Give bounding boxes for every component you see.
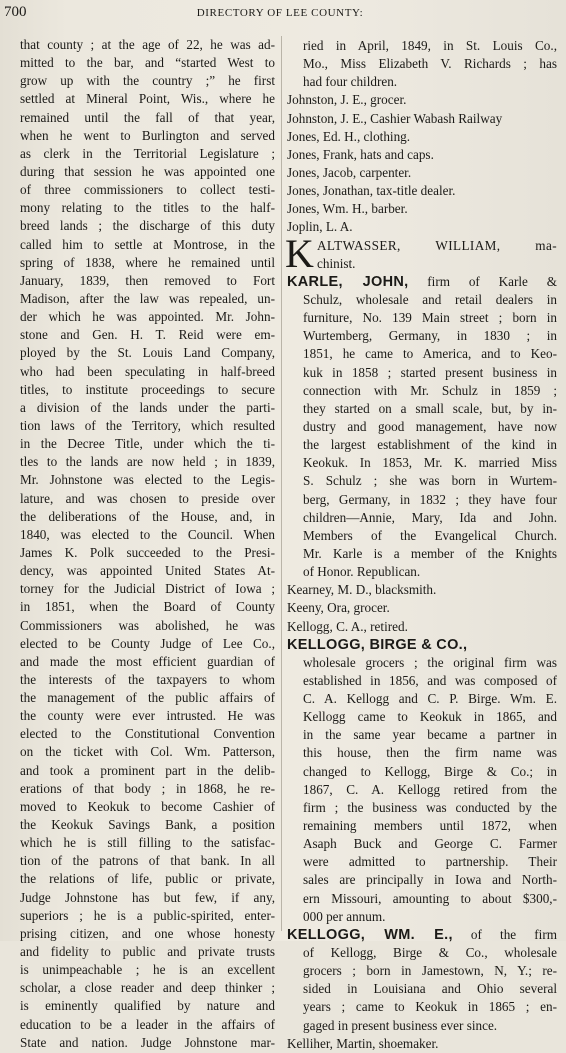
- directory-entries-k2: [287, 1035, 557, 1053]
- text-line: erations of that body ; in 1868, he re-: [20, 780, 275, 796]
- text-line: of three commissioners to collect testi-: [20, 182, 275, 198]
- text-line: settled at Mineral Point, Wis., where he: [20, 91, 275, 107]
- text-line: 1867, C. A. Kellogg retired from the: [303, 781, 557, 797]
- text-line: Madison, after the law was repealed, un-: [20, 290, 275, 306]
- entry-text: ALTWASSER, WILLIAM, ma-: [317, 237, 557, 253]
- text-line: of Honor. Republican.: [303, 564, 421, 580]
- text-line: sales are principally in Iowa and North-: [303, 872, 557, 888]
- text-line: who had been speculating in half-breed: [20, 363, 275, 379]
- text-line: the relations of life, public or private,: [20, 871, 275, 887]
- text-line: when he went to Burlington and served: [20, 127, 275, 143]
- text-line: is eminently qualified by nature and: [20, 998, 275, 1014]
- running-head: DIRECTORY OF LEE COUNTY:: [196, 7, 364, 19]
- text-line: that county ; at the age of 22, he was ad-: [20, 37, 275, 52]
- entry-name: KELLOGG, WM. E.,: [287, 926, 453, 943]
- text-line: this house, then the firm name was: [303, 745, 557, 761]
- text-line: and took a prominent part in the delib-: [20, 762, 275, 778]
- text-line: Kellogg came to Keokuk in 1865, and: [303, 709, 557, 725]
- text-line: 1851, he came to America, and to Keo-: [303, 346, 557, 362]
- text-line: as clerk in the Territorial Legislature ;: [20, 145, 275, 161]
- entry-name: KELLOGG, BIRGE & CO.,: [287, 636, 468, 653]
- directory-entry: Joplin, L. A.: [287, 219, 353, 235]
- johnstone-continuation: [287, 37, 557, 91]
- text-line: elected to be County Judge of Lee Co.,: [20, 635, 275, 651]
- text-line: education to be a leader in the affairs of: [20, 1016, 275, 1032]
- text-line: in 1851, when the Board of County: [20, 599, 275, 615]
- text-line: remaining members until 1872, when: [303, 818, 557, 834]
- text-line: grow up with the country ;” he first: [20, 73, 275, 89]
- entry-headline: [287, 926, 557, 944]
- entry-text: firm of Karle &: [427, 273, 557, 289]
- text-line: ployed by the St. Louis Land Company,: [20, 345, 275, 361]
- text-line: S. Schulz ; she was born in Wurtem-: [303, 473, 557, 489]
- text-line: furniture, No. 139 Main street ; born in: [303, 310, 557, 326]
- text-line: lature, and was chosen to preside over: [20, 490, 275, 506]
- entry-kaltwasser: [285, 230, 557, 276]
- text-line: in the Decree Title, under which the ti-: [20, 436, 275, 452]
- text-line: prising citizen, and one whose honesty: [20, 925, 275, 941]
- directory-entry: Jones, Jonathan, tax-title dealer.: [287, 183, 456, 199]
- directory-entries-k: [287, 581, 557, 635]
- text-line: State and nation. Judge Johnstone mar-: [20, 1034, 275, 1050]
- entry-name: KARLE, JOHN,: [287, 273, 409, 290]
- directory-entry: Kearney, M. D., blacksmith.: [287, 582, 437, 598]
- text-line: mitted to the bar, and “started West to: [20, 55, 275, 71]
- entry-kellogg-birge: [287, 636, 557, 926]
- text-line: Schulz, wholesale and retail dealers in: [303, 291, 557, 307]
- text-line: Keokuk. In 1853, Mr. K. married Miss: [303, 455, 557, 471]
- text-line: Commissioners was abolished, he was: [20, 617, 275, 633]
- directory-entry: Kellogg, C. A., retired.: [287, 618, 408, 634]
- text-line: the deliberations of the House, and, in: [20, 508, 275, 524]
- text-line: tion laws of the Territory, which resulted: [20, 417, 275, 433]
- text-line: connection with Mr. Schulz in 1859 ;: [303, 382, 557, 398]
- entry-body: [287, 291, 557, 581]
- text-line: James K. Polk succeeded to the Presi-: [20, 544, 275, 560]
- text-line: 000 per annum.: [303, 908, 386, 924]
- entry-text: of the firm: [470, 926, 557, 942]
- text-line: a division of the lands under the parti-: [20, 399, 275, 415]
- page-header: [4, 4, 556, 26]
- text-line: years ; came to Keokuk in 1865 ; en-: [303, 999, 557, 1015]
- text-line: moved to Keokuk to become Cashier of: [20, 798, 275, 814]
- text-line: the interests of the taxpayers to whom: [20, 671, 275, 687]
- text-line: they started on a small scale, but, by in-: [303, 400, 557, 416]
- text-line: the Keokuk Savings Bank, a position: [20, 817, 275, 833]
- directory-entry: Keeny, Ora, grocer.: [287, 600, 390, 616]
- text-line: tles to the lands are now held ; in 1839,: [20, 454, 275, 470]
- text-line: dency, was appointed United States At-: [20, 563, 275, 579]
- text-line: dustry and good management, have now: [303, 418, 557, 434]
- text-line: tion of the patrons of that bank. In all: [20, 853, 275, 869]
- left-column: [20, 36, 275, 1052]
- entry-karle-john: [287, 273, 557, 581]
- text-line: 1840, was elected to the Council. When: [20, 526, 275, 542]
- text-line: mony relating to the titles to the half-: [20, 200, 275, 216]
- directory-entry: Jones, Wm. H., barber.: [287, 201, 408, 217]
- text-line: C. A. Kellogg and C. P. Birge. Wm. E.: [303, 691, 557, 707]
- text-line: the largest establishment of the kind in: [303, 437, 557, 453]
- text-line: elected to the Constitutional Convention: [20, 726, 275, 742]
- text-line: January, 1839, then removed to Fort: [20, 272, 275, 288]
- directory-entry: Jones, Jacob, carpenter.: [287, 164, 412, 180]
- entry-headline: [287, 636, 557, 654]
- text-line: of Kellogg, Birge & Co., wholesale: [303, 945, 557, 961]
- text-line: der which he was appointed. Mr. John-: [20, 309, 275, 325]
- text-line: Wurtemberg, Germany, in 1830 ; in: [303, 328, 557, 344]
- entry-headline: [287, 273, 557, 291]
- text-line: Mo., Miss Elizabeth V. Richards ; has: [303, 56, 557, 72]
- text-line: the management of the public affairs of: [20, 690, 275, 706]
- text-line: had four children.: [303, 74, 398, 90]
- text-line: were admitted to partnership. Their: [303, 854, 557, 870]
- text-line: ried in April, 1849, in St. Louis Co.,: [303, 38, 557, 53]
- text-line: torney for the Judicial District of Iowa ;: [20, 581, 275, 597]
- text-line: sided in Louisiana and Ohio several: [303, 981, 557, 997]
- text-line: wholesale grocers ; the original firm was: [303, 654, 557, 670]
- text-line: Judge Johnstone has but few, if any,: [20, 889, 275, 905]
- text-line: grocers ; born in Jamestown, N, Y.; re-: [303, 963, 557, 979]
- text-line: Asaph Buck and George C. Farmer: [303, 836, 557, 852]
- text-line: kuk in 1858 ; started present business in: [303, 364, 557, 380]
- text-line: superiors ; he is a public-spirited, enter-: [20, 907, 275, 923]
- text-line: in the same year became a partner in: [303, 727, 557, 743]
- text-line: stone and Gen. H. T. Reid were em-: [20, 327, 275, 343]
- text-line: Mr. Johnstone was elected to the Legis-: [20, 472, 275, 488]
- directory-entry: Jones, Ed. H., clothing.: [287, 128, 411, 144]
- text-line: Members of the Evangelical Church.: [303, 527, 557, 543]
- text-line: which he is still filling to the satisfac-: [20, 835, 275, 851]
- page-number: 700: [4, 4, 27, 20]
- text-line: on the ticket with Col. Wm. Patterson,: [20, 744, 275, 760]
- directory-entry: Jones, Frank, hats and caps.: [287, 146, 434, 162]
- text-line: spring of 1838, where he remained until: [20, 254, 275, 270]
- text-line: scholar, a close reader and deep thinker ;: [20, 980, 275, 996]
- text-line: remained until the fall of that year,: [20, 109, 275, 125]
- drop-cap: K: [285, 230, 314, 276]
- text-line: berg, Germany, in 1832 ; they have four: [303, 491, 557, 507]
- text-line: changed to Kellogg, Birge & Co.; in: [303, 763, 557, 779]
- text-line: established in 1856, and was composed of: [303, 672, 557, 688]
- directory-entry: Johnston, J. E., grocer.: [287, 92, 407, 108]
- text-line: is unimpeachable ; he is an excellent: [20, 962, 275, 978]
- entry-body: [287, 944, 557, 1035]
- text-line: and fidelity to public and private trusts: [20, 944, 275, 960]
- text-line: titles, to institute proceedings to secure: [20, 381, 275, 397]
- column-divider: [281, 36, 282, 931]
- text-line: ern Missouri, amounting to about $300,-: [303, 890, 557, 906]
- text-line: children—Annie, Mary, Ida and John.: [303, 509, 557, 525]
- text-line: and made the most efficient guardian of: [20, 653, 275, 669]
- text-line: called him to settle at Montrose, in the: [20, 236, 275, 252]
- text-line: the county were ever intrusted. He was: [20, 708, 275, 724]
- text-line: Mr. Karle is a member of the Knights: [303, 545, 557, 561]
- entry-kellogg-wm: [287, 926, 557, 1035]
- directory-entry: Johnston, J. E., Cashier Wabash Railway: [287, 110, 503, 126]
- text-line: breed lands ; the discharge of this duty: [20, 218, 275, 234]
- directory-entries-j: [287, 91, 557, 236]
- directory-entry: Kelliher, Martin, shoemaker.: [287, 1035, 439, 1051]
- entry-body: [287, 654, 557, 926]
- text-line: gaged in present business ever since.: [303, 1017, 498, 1033]
- right-column: [287, 37, 557, 1053]
- text-line: during that session he was appointed one: [20, 163, 275, 179]
- entry-text: chinist.: [317, 255, 356, 271]
- text-line: firm ; the business was conducted by the: [303, 799, 557, 815]
